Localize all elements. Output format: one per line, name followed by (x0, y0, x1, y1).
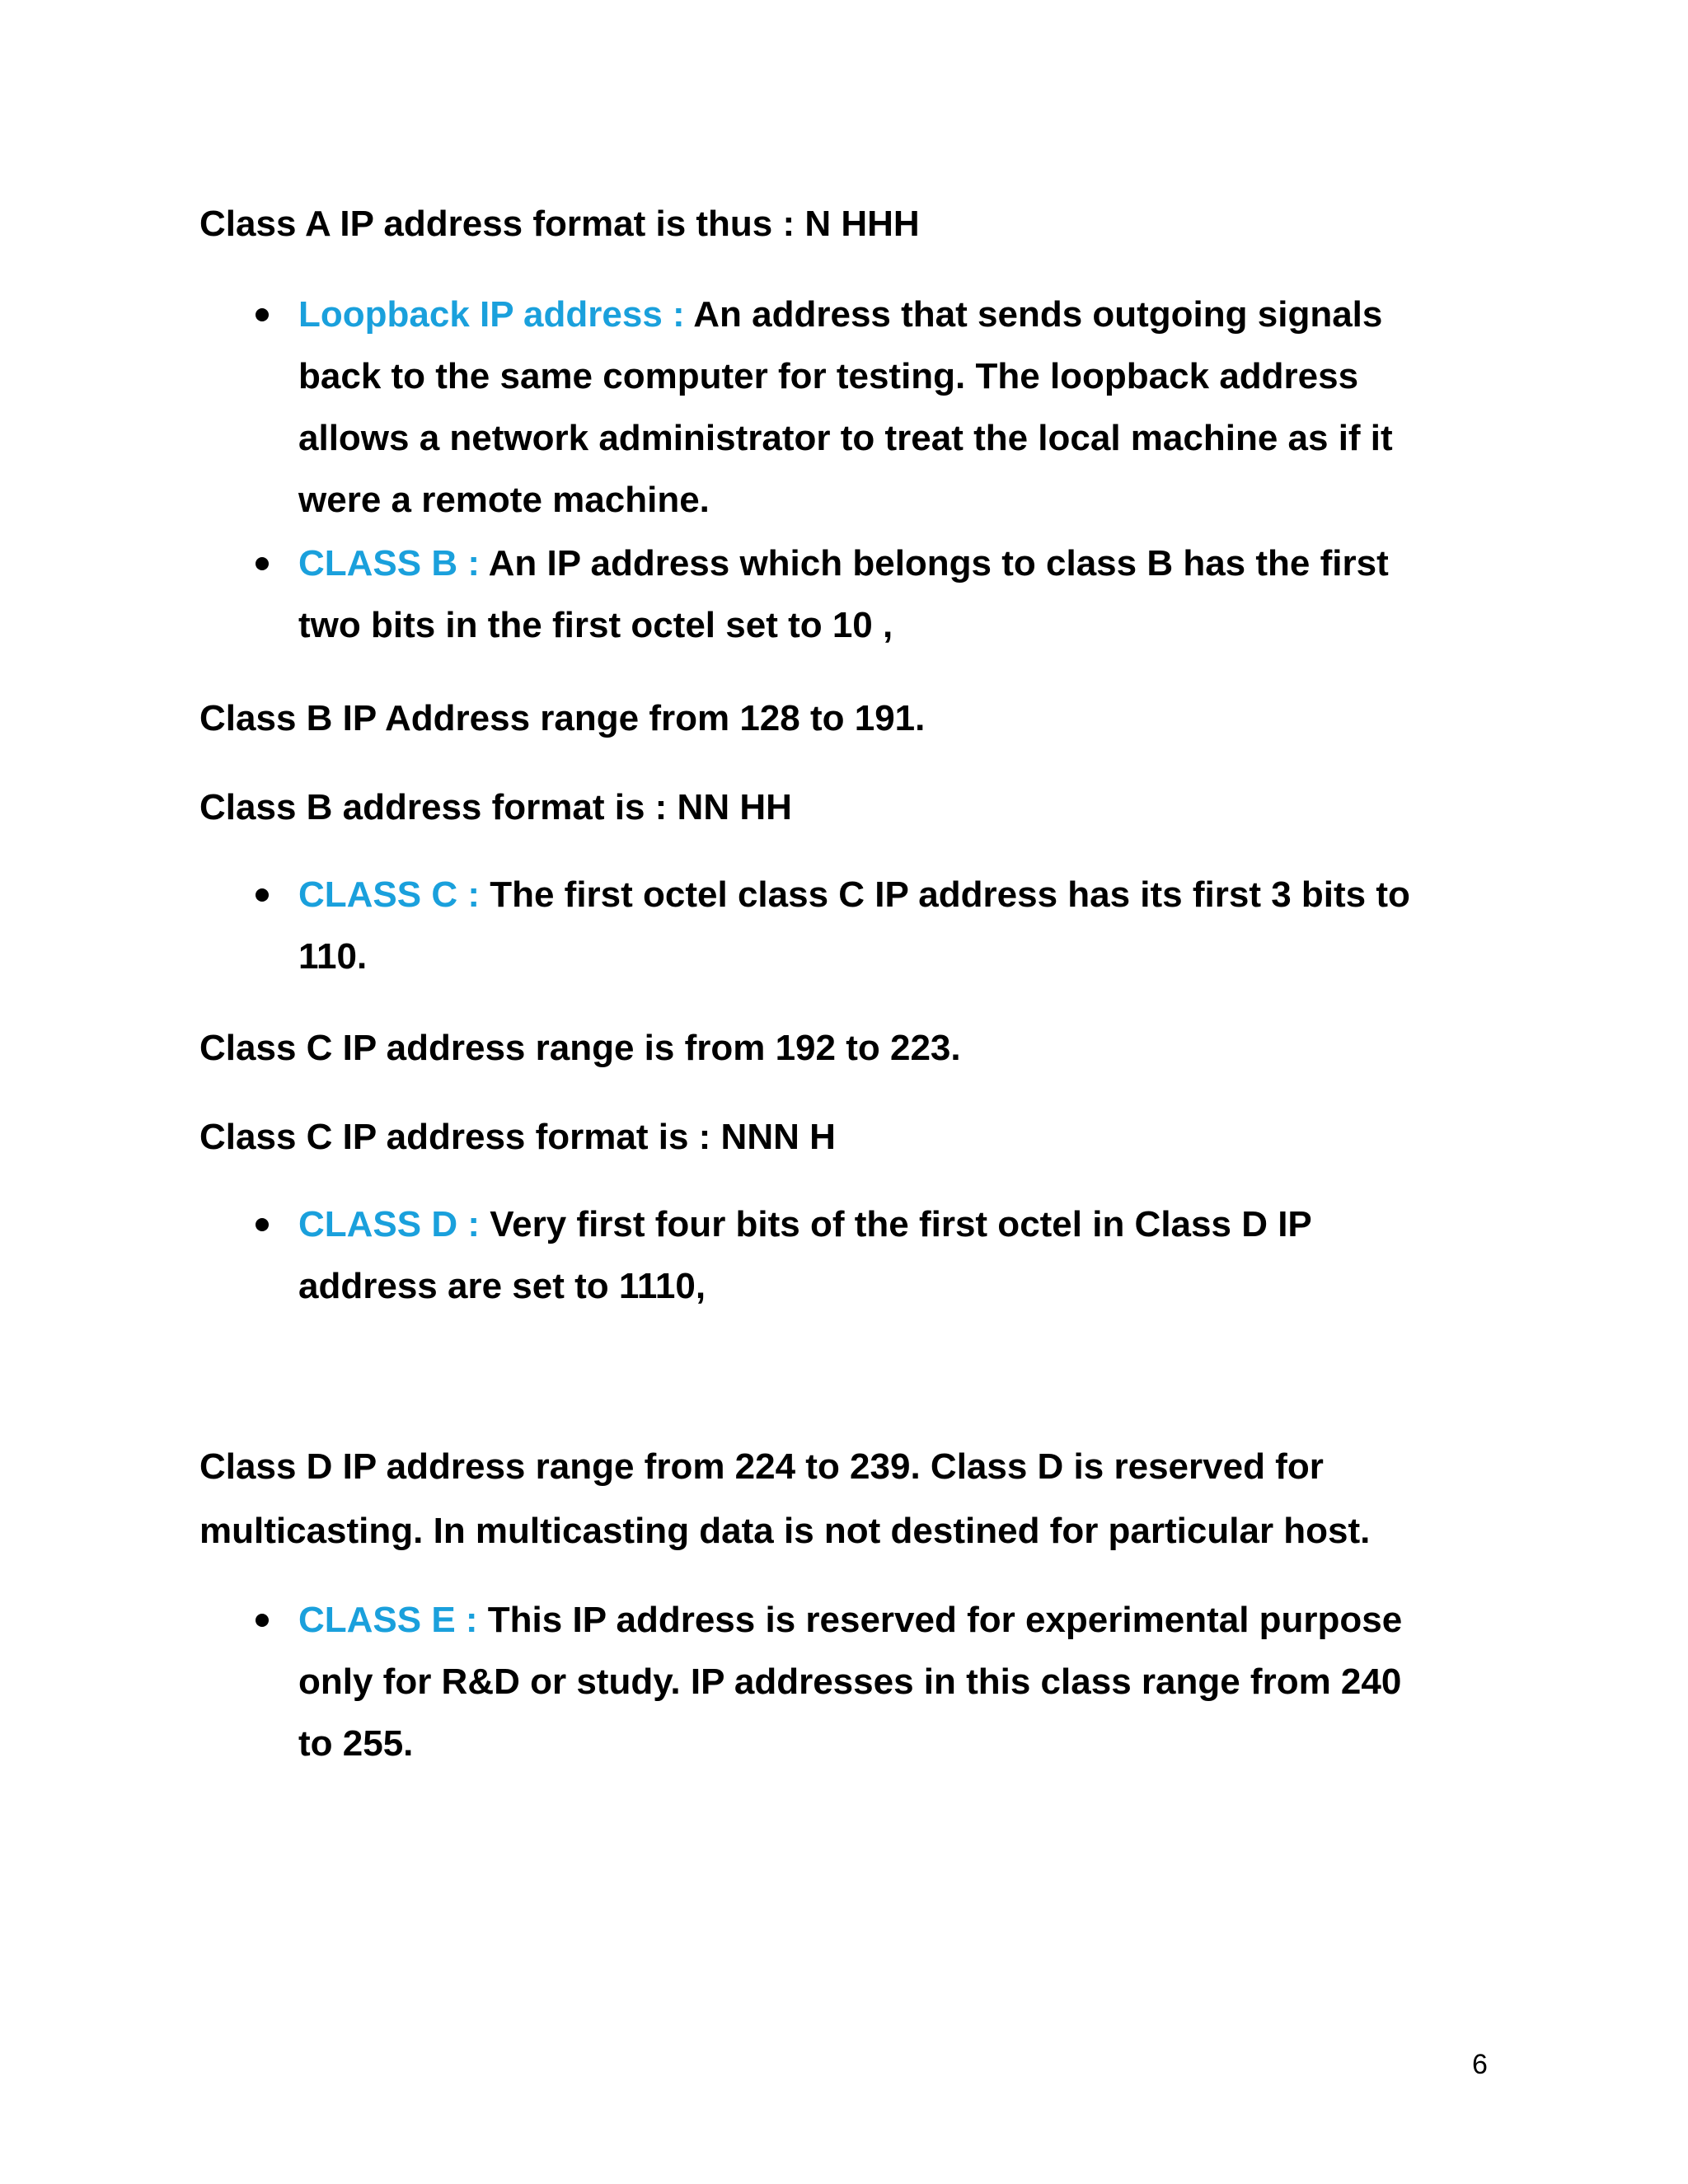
bullet-line: two bits in the first octel set to 10 , (298, 605, 893, 645)
bullet-line (298, 1193, 1510, 1255)
bullet-dot-icon (256, 888, 269, 902)
bullet-line: only for R&D or study. IP addresses in this class range from 240 (298, 1661, 1402, 1702)
multicasting-paragraph: multicasting. In multicasting data is not destined for particular host. (199, 1511, 1371, 1551)
bullet-class-c (298, 864, 1510, 987)
page-number: 6 (1472, 2049, 1488, 2080)
bullet-line (298, 864, 1510, 926)
class-c-range-paragraph: Class C IP address range is from 192 to 223. (199, 1028, 961, 1068)
bullet-dot-icon (256, 1218, 269, 1231)
class-b-format-paragraph: Class B address format is : NN HH (199, 787, 792, 827)
bullet-text: An IP address which belongs to class B has the first (480, 543, 1389, 583)
bullet-term: CLASS E : (298, 1600, 478, 1640)
bullet-term: CLASS C : (298, 874, 480, 915)
bullet-dot-icon (256, 308, 269, 321)
bullet-class-e (298, 1589, 1510, 1774)
bullet-class-b (298, 532, 1510, 656)
bullet-text: Very first four bits of the first octel in Class D IP (480, 1204, 1312, 1244)
bullet-line: 110. (298, 936, 368, 977)
bullet-class-d (298, 1193, 1510, 1317)
bullet-line (298, 1589, 1510, 1651)
bullet-line (298, 532, 1510, 594)
class-c-format-paragraph: Class C IP address format is : NNN H (199, 1117, 836, 1157)
bullet-loopback (298, 284, 1510, 531)
bullet-text: This IP address is reserved for experimental purpose (477, 1600, 1403, 1640)
bullet-line: to 255. (298, 1723, 414, 1764)
bullet-dot-icon (256, 1614, 269, 1627)
class-a-format-paragraph: Class A IP address format is thus : N HHH (199, 204, 920, 244)
bullet-text: The first octel class C IP address has its first 3 bits to (480, 874, 1410, 915)
bullet-dot-icon (256, 557, 269, 570)
bullet-term: CLASS B : (298, 543, 480, 583)
bullet-term: Loopback IP address : (298, 294, 685, 335)
bullet-line (298, 284, 1510, 345)
bullet-line: were a remote machine. (298, 480, 710, 520)
bullet-line: address are set to 1110, (298, 1266, 706, 1306)
class-d-range-paragraph: Class D IP address range from 224 to 239. Class D is reserved for (199, 1446, 1324, 1487)
bullet-line: allows a network administrator to treat the local machine as if it (298, 418, 1393, 458)
bullet-line: back to the same computer for testing. The loopback address (298, 356, 1359, 396)
class-b-range-paragraph: Class B IP Address range from 128 to 191. (199, 698, 926, 738)
bullet-term: CLASS D : (298, 1204, 480, 1244)
bullet-text: An address that sends outgoing signals (684, 294, 1383, 335)
